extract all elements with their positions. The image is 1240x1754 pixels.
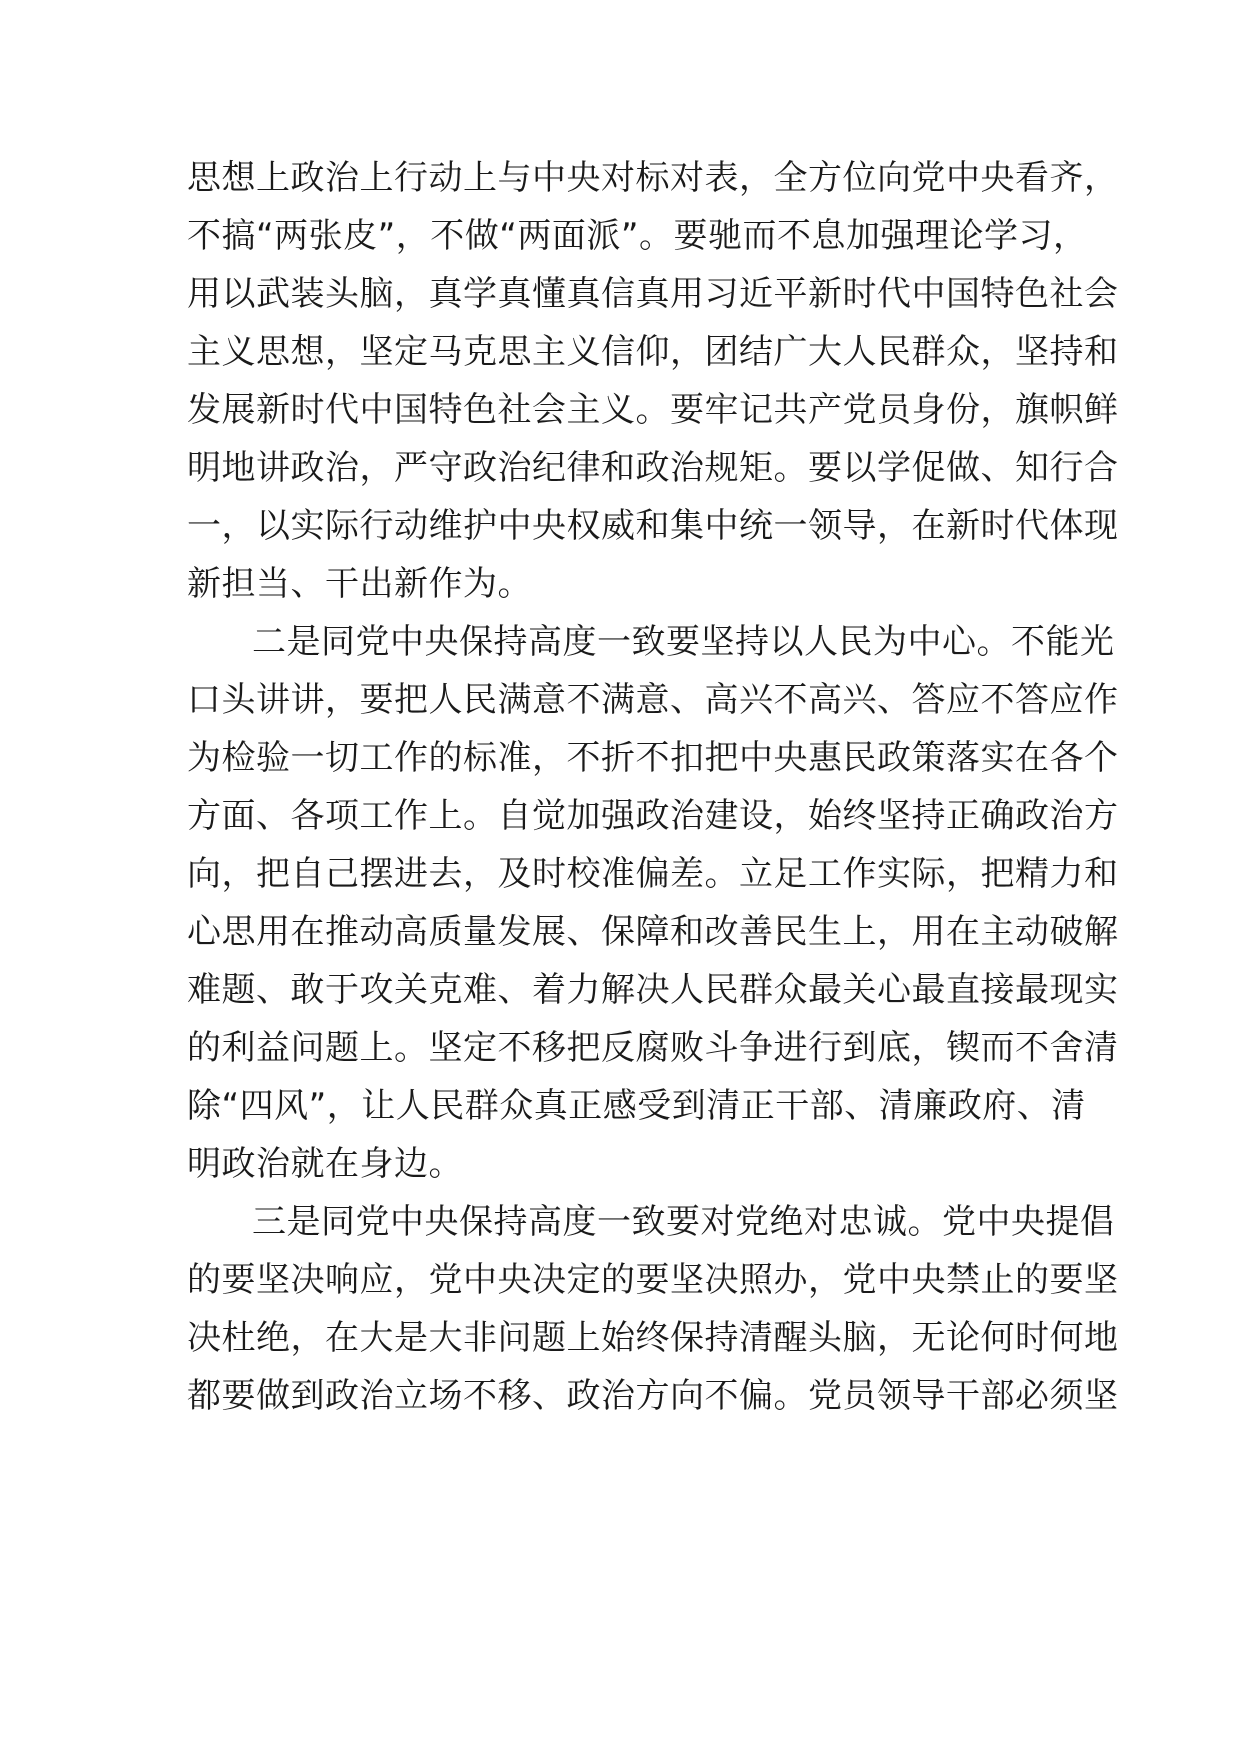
text-line: 思想上政治上行动上与中央对标对表，全方位向党中央看齐，: [187, 158, 1119, 198]
text-line: 决杜绝，在大是大非问题上始终保持清醒头脑，无论何时何地: [187, 1318, 1119, 1358]
text-line: 新担当、干出新作为。: [187, 564, 532, 604]
text-line: 不搞“两张皮”，不做“两面派”。要驰而不息加强理论学习，: [187, 216, 1088, 256]
text-line: 用以武装头脑，真学真懂真信真用习近平新时代中国特色社会: [187, 274, 1119, 314]
text-line: 除“四风”，让人民群众真正感受到清正干部、清廉政府、清: [187, 1086, 1086, 1126]
text-line: 发展新时代中国特色社会主义。要牢记共产党员身份，旗帜鲜: [187, 390, 1119, 430]
text-line: 方面、各项工作上。自觉加强政治建设，始终坚持正确政治方: [187, 796, 1119, 836]
text-line: 一，以实际行动维护中央权威和集中统一领导，在新时代体现: [187, 506, 1119, 546]
text-line: 口头讲讲，要把人民满意不满意、高兴不高兴、答应不答应作: [187, 680, 1119, 720]
text-line: 都要做到政治立场不移、政治方向不偏。党员领导干部必须坚: [187, 1376, 1119, 1416]
text-line: 向，把自己摆进去，及时校准偏差。立足工作实际，把精力和: [187, 854, 1119, 894]
paragraph-start-line: 二是同党中央保持高度一致要坚持以人民为中心。不能光: [252, 622, 1115, 662]
text-line: 为检验一切工作的标准，不折不扣把中央惠民政策落实在各个: [187, 738, 1119, 778]
text-line: 主义思想，坚定马克思主义信仰，团结广大人民群众，坚持和: [187, 332, 1119, 372]
text-line: 的要坚决响应，党中央决定的要坚决照办，党中央禁止的要坚: [187, 1260, 1119, 1300]
text-line: 明地讲政治，严守政治纪律和政治规矩。要以学促做、知行合: [187, 448, 1119, 488]
text-line: 难题、敢于攻关克难、着力解决人民群众最关心最直接最现实: [187, 970, 1119, 1010]
text-line: 明政治就在身边。: [187, 1144, 463, 1184]
text-line: 的利益问题上。坚定不移把反腐败斗争进行到底，锲而不舍清: [187, 1028, 1119, 1068]
text-line: 心思用在推动高质量发展、保障和改善民生上，用在主动破解: [187, 912, 1119, 952]
paragraph-start-line: 三是同党中央保持高度一致要对党绝对忠诚。党中央提倡: [252, 1202, 1115, 1242]
